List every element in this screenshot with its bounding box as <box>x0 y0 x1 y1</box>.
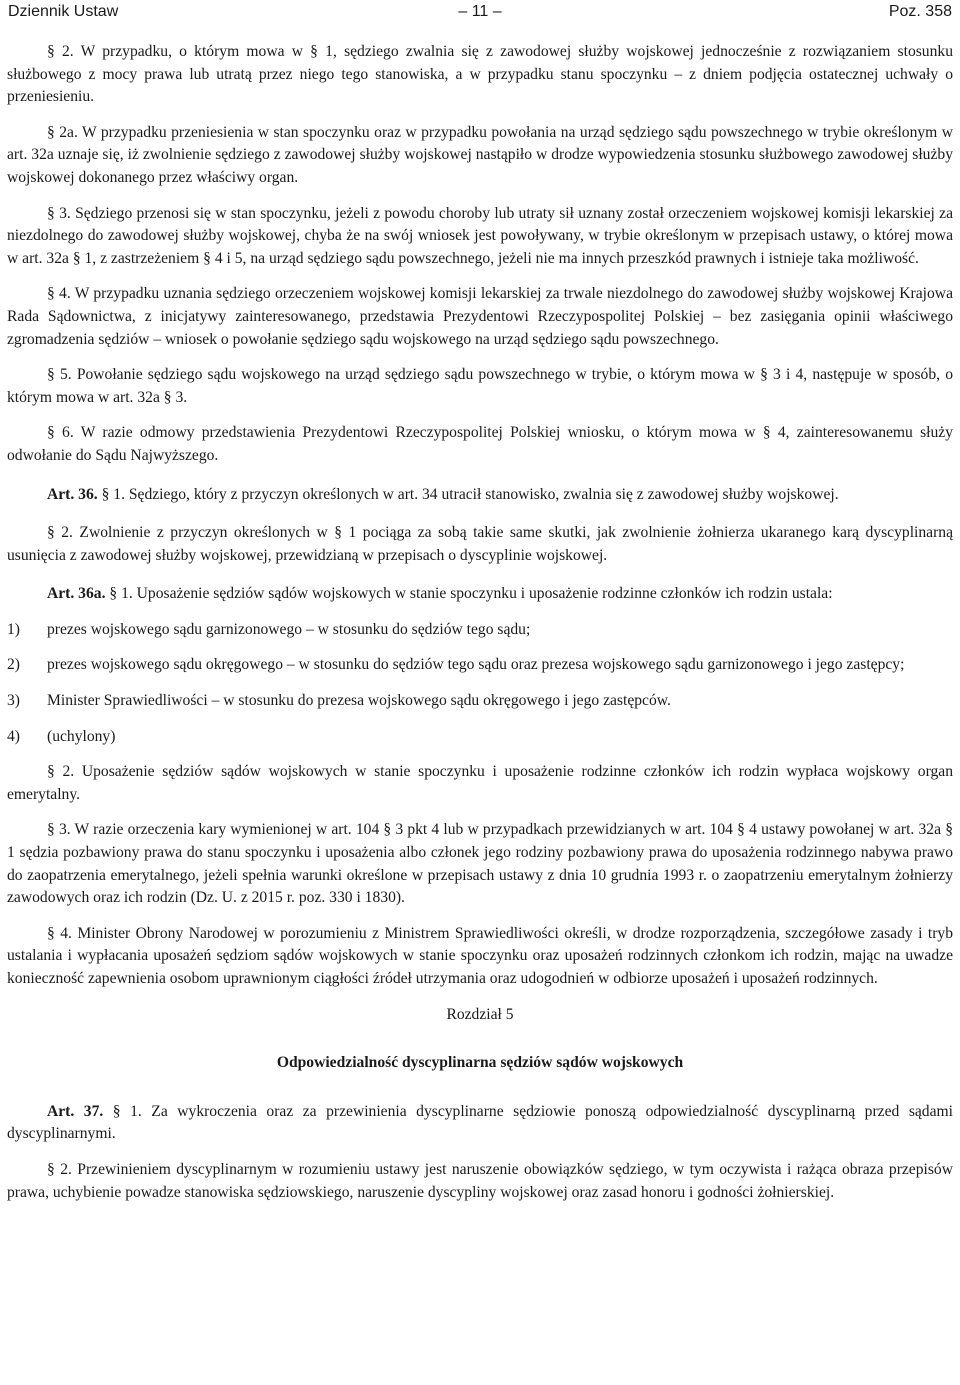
paragraph-36a-3: § 3. W razie orzeczenia kary wymienionej w art. 104 § 3 pkt 4 lub w przypadkach przewidzianych w art. 104 § 4 ustawy powołanej w art. 32a § 1 sędzia pozbawiony prawa do stanu spoczynku i uposażenia albo członek jego rodziny pozbawiony prawa do uposażenia rodzinnego nabywa prawo do zaopatrzenia emerytalnego, jeżeli spełnia warunki określone w przepisach ustawy z dnia 10 grudnia 1993 r. o zaopatrzeniu emerytalnym żołnierzy zawodowych oraz ich rodzin (Dz. U. z 2015 r. poz. 330 i 1830). <box>7 821 953 907</box>
paragraph-36a-4: § 4. Minister Obrony Narodowej w porozumieniu z Ministrem Sprawiedliwości określi, w drodze rozporządzenia, szczegółowe zasady i tryb ustalania i wypłacania uposażeń sędziom sądów wojskowych w stanie spoczynku oraz uposażeń rodzinnych członkom ich rodzin, mając na uwadze konieczność zapewnienia osobom uprawnionym ciągłości źródeł utrzymania oraz udogodnień w odbiorze uposażeń i uposażeń rodzinnych. <box>7 924 953 987</box>
article-37-text: § 1. Za wykroczenia oraz za przewinienia dyscyplinarne sędziowie ponoszą odpowiedzialność dyscyplinarną przed sądami dyscyplinarnymi. <box>7 1102 953 1143</box>
list-item <box>7 654 953 677</box>
list-item-text: (uchylony) <box>47 727 116 745</box>
paragraph-35-5: § 5. Powołanie sędziego sądu wojskowego na urząd sędziego sądu powszechnego w trybie, o którym mowa w § 3 i 4, następuje w sposób, o którym mowa w art. 32a § 3. <box>7 366 953 406</box>
paragraph-36-2: § 2. Zwolnienie z przyczyn określonych w § 1 pociąga za sobą takie same skutki, jak zwolnienie żołnierza ukaranego karą dyscyplinarną usunięcia z zawodowej służby wojskowej, przewidzianą w przepisach o dyscyplinie wojskowej. <box>7 524 953 564</box>
position-number: Poz. 358 <box>888 3 952 20</box>
list-item <box>7 619 953 642</box>
article-36-paragraph-1 <box>7 484 953 507</box>
article-36a-paragraph-1 <box>7 583 953 606</box>
paragraph-35-2: § 2. W przypadku, o którym mowa w § 1, sędziego zwalnia się z zawodowej służby wojskowej jednocześnie z rozwiązaniem stosunku służbowego z mocy prawa lub utratą przez niego tego stanowiska, a w przypadku stanu spoczynku – z dniem podjęcia ostatecznej uchwały o przeniesieniu. <box>7 43 953 106</box>
list-item-number: 2) <box>7 656 20 674</box>
journal-title: Dziennik Ustaw <box>8 3 119 20</box>
article-36-label: Art. 36. <box>47 485 98 503</box>
paragraph-35-6: § 6. W razie odmowy przedstawienia Prezydentowi Rzeczypospolitej Polskiej wniosku, o którym mowa w § 4, zainteresowanemu służy odwołanie do Sądu Najwyższego. <box>7 424 953 464</box>
chapter-number: Rozdział 5 <box>446 1005 514 1023</box>
list-item <box>7 690 953 713</box>
article-37-label: Art. 37. <box>47 1102 104 1120</box>
chapter-title: Odpowiedzialność dyscyplinarna sędziów sądów wojskowych <box>276 1054 684 1072</box>
page-number: – 11 – <box>458 3 502 20</box>
list-item-number: 4) <box>7 727 20 745</box>
paragraph-36a-2: § 2. Uposażenie sędziów sądów wojskowych w stanie spoczynku i uposażenie rodzinne członków ich rodzin wypłaca wojskowy organ emerytalny. <box>7 763 953 803</box>
list-item <box>7 726 953 749</box>
article-37-paragraph-1 <box>7 1101 953 1146</box>
list-item-text: prezes wojskowego sądu garnizonowego – w stosunku do sędziów tego sądu; <box>47 620 531 638</box>
page-header <box>8 0 952 24</box>
list-item-text: prezes wojskowego sądu okręgowego – w stosunku do sędziów tego sądu oraz prezesa wojskowego sądu garnizonowego i jego zastępcy; <box>47 656 905 674</box>
list-item-number: 1) <box>7 620 20 638</box>
document-body <box>7 41 953 1217</box>
article-36a-label: Art. 36a. <box>47 585 106 603</box>
article-36a-text: § 1. Uposażenie sędziów sądów wojskowych w stanie spoczynku i uposażenie rodzinne członków ich rodzin ustala: <box>105 585 833 603</box>
article-36-text: § 1. Sędziego, który z przyczyn określonych w art. 34 utracił stanowisko, zwalnia się z zawodowej służby wojskowej. <box>97 485 839 503</box>
paragraph-35-4: § 4. W przypadku uznania sędziego orzeczeniem wojskowej komisji lekarskiej za trwale niezdolnego do zawodowej służby wojskowej Krajowa Rada Sądownictwa, z inicjatywy zainteresowanego, przedstawia Prezydentowi Rzeczypospolitej Polskiej – bez zasięgania opinii właściwego zgromadzenia sędziów – wniosek o powołanie sędziego sądu wojskowego na urząd sędziego sądu powszechnego. <box>7 285 953 348</box>
list-item-number: 3) <box>7 692 20 710</box>
list-item-text: Minister Sprawiedliwości – w stosunku do prezesa wojskowego sądu okręgowego i jego zastępców. <box>47 692 671 710</box>
paragraph-35-3: § 3. Sędziego przenosi się w stan spoczynku, jeżeli z powodu choroby lub utraty sił uznany został orzeczeniem wojskowej komisji lekarskiej za niezdolnego do zawodowej służby wojskowej, chyba że na swój wniosek jest powoływany, w trybie określonym w przepisach ustawy, o której mowa w art. 32a § 1, z zastrzeżeniem § 4 i 5, na urząd sędziego sądu powszechnego, jeżeli nie ma innych przeszkód prawnych i istnieje taka możliwość. <box>7 204 953 267</box>
paragraph-35-2a: § 2a. W przypadku przeniesienia w stan spoczynku oraz w przypadku powołania na urząd sędziego sądu powszechnego w trybie określonym w art. 32a uznaje się, iż zwolnienie sędziego z zawodowej służby wojskowej nastąpiło w drodze wypowiedzenia stosunku służbowego zawodowej służby wojskowej dokonanego przez właściwy organ. <box>7 123 953 186</box>
paragraph-37-2: § 2. Przewinieniem dyscyplinarnym w rozumieniu ustawy jest naruszenie obowiązków sędziego, w tym oczywista i rażąca obraza przepisów prawa, uchybienie powadze stanowiska sędziowskiego, naruszenie dyscypliny wojskowej oraz zasad honoru i godności żołnierskiej. <box>7 1160 953 1201</box>
